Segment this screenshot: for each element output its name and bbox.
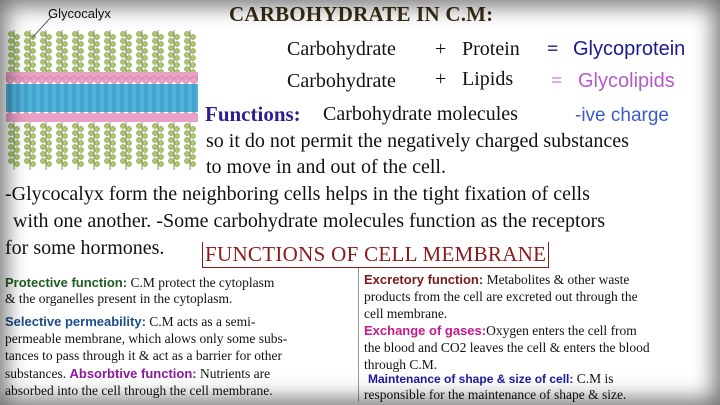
selective-text-3: tances to pass through it & act as a barrier for other: [5, 348, 283, 363]
maintenance-of-shape: [368, 371, 614, 387]
eq1-plus: +: [435, 38, 447, 60]
gases-text-2: the blood and CO2 leaves the cell & enters the blood: [364, 340, 650, 355]
protective-function: [5, 275, 274, 290]
eq2-plus: +: [435, 68, 447, 90]
selective-permeability: [5, 314, 255, 329]
absorptive-function: [5, 366, 270, 381]
selective-label: Selective permeability:: [5, 314, 146, 329]
glycocalyx-bottom-chains: [8, 122, 195, 170]
charge-text: -ive charge: [575, 105, 669, 126]
page-title: CARBOHYDRATE IN C.M:: [229, 2, 494, 26]
lipid-bilayer: [6, 72, 198, 122]
eq2-term-a: Carbohydrate: [287, 70, 396, 92]
shape-label: Maintenance of shape & size of cell:: [368, 372, 574, 386]
shape-text-2: responsible for the maintenance of shape & size.: [364, 387, 627, 402]
functions-line2: so it do not permit the negatively charged substances: [206, 130, 629, 152]
paragraph-line3: for some hormones.: [5, 237, 165, 259]
glycocalyx-label: Glycocalyx: [48, 6, 111, 21]
absorptive-label: Absorbtive function:: [69, 366, 197, 381]
eq1-term-b: Protein: [462, 38, 520, 60]
eq2-equals: =: [551, 70, 563, 92]
section-title: FUNCTIONS OF CELL MEMBRANE: [202, 242, 549, 268]
excretory-label: Excretory function:: [364, 272, 484, 287]
gases-text-3: through C.M.: [364, 357, 438, 372]
gases-text-1: Oxygen enters the cell from: [486, 323, 637, 338]
paragraph-line1: -Glycocalyx form the neighboring cells helps in the tight fixation of cells: [5, 183, 590, 205]
gases-label: Exchange of gases:: [364, 323, 487, 338]
exchange-of-gases: [364, 323, 637, 338]
eq1-result: Glycoprotein: [573, 38, 686, 60]
eq1-equals: =: [547, 38, 559, 60]
absorptive-text-2: absorbed into the cell through the cell membrane.: [5, 383, 273, 398]
excretory-text-2: products from the cell are excreted out through the: [364, 289, 638, 304]
paragraph-line2: with one another. -Some carbohydrate molecules function as the receptors: [13, 210, 606, 232]
protective-text-1: C.M protect the cytoplasm: [127, 275, 275, 290]
absorptive-text-1: Nutrients are: [196, 366, 271, 381]
membrane-illustration: [6, 14, 198, 174]
functions-line3: to move in and out of the cell.: [206, 156, 446, 178]
excretory-text-1: Metabolites & other waste: [483, 272, 630, 287]
absorptive-prefix: substances.: [5, 366, 70, 381]
functions-line1: Carbohydrate molecules: [323, 103, 518, 125]
excretory-text-3: cell membrane.: [364, 306, 448, 321]
selective-text-2: permeable membrane, which alows only some subs-: [5, 331, 288, 346]
eq2-term-b: Lipids: [462, 68, 514, 90]
protective-label: Protective function:: [5, 275, 128, 290]
selective-text-1: C.M acts as a semi-: [145, 314, 256, 329]
protective-text-2: & the organelles present in the cytoplasm.: [5, 291, 233, 306]
functions-label: Functions:: [205, 102, 301, 126]
column-divider: [358, 268, 359, 402]
eq1-term-a: Carbohydrate: [287, 38, 396, 60]
eq2-result: Glycolipids: [578, 70, 675, 92]
shape-text-1: C.M is: [573, 371, 614, 386]
glycocalyx-top-chains: [8, 30, 195, 75]
excretory-function: [364, 272, 629, 287]
